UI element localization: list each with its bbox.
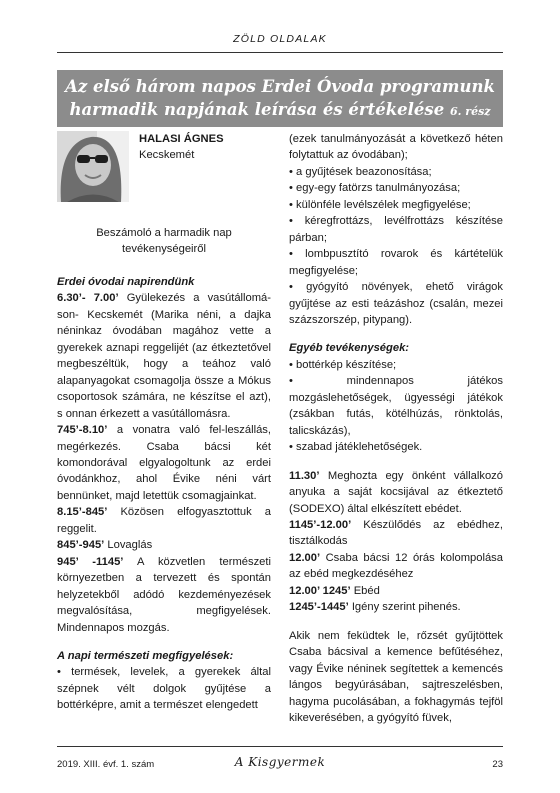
article-title-banner [57, 70, 503, 127]
observations-heading: A napi természeti megfigyelések: [57, 649, 234, 662]
schedule-entry [57, 422, 271, 504]
schedule-entry [289, 599, 503, 615]
schedule-time: 1145’-12.00’ [289, 518, 352, 531]
observation-item: • gyógyító növények, ehető virágok gyűjtése az esti teázáshoz (csalán, mezei százszorszép, pitypang). [289, 281, 503, 326]
schedule-entry [289, 583, 503, 599]
schedule-time: 1245’-1445’ [289, 601, 349, 614]
title-line-2-text: harmadik napjának leírása és értékelése [69, 100, 445, 119]
activity-item: • szabad játéklehetőségek. [289, 441, 423, 454]
schedule-time: 6.30’- 7.00’ [57, 292, 119, 305]
schedule-entry [289, 550, 503, 583]
issue-info: 2019. XIII. évf. 1. szám [57, 759, 155, 770]
schedule-text: A közvetlen természeti környezetben a tervezett és spontán helyzetekből adódó kezdeményezések megvalósítása, megfigyelések. Mindennapos mozgás. [57, 555, 271, 634]
schedule-text: Meghozta egy önként vállalkozó anyuka a saját kocsijával az étkeztető (SODEXO) által elkészített ebédet. [289, 469, 503, 515]
schedule-entry [57, 554, 271, 636]
schedule-text: Gyülekezés a vasútállomá-son- Kecskemét (Marika néni, a dajka néninkaz óvodában magához vette a gyerekek aznapi reggelijét (az étkeztetővel megbeszéltük, hogy a teához való alapanyagokat csomagolja össze a Mókus csoportosok számára, ne készítse el azt), s onnan érkezett a vasútállomásra. [57, 292, 271, 420]
schedule-time: 8.15’-845’ [57, 506, 108, 519]
schedule-text: Közösen elfogyasztottuk a reggelit. [57, 506, 271, 535]
schedule-time: 12.00’ 1245’ [289, 584, 351, 597]
schedule-text: Ebéd [353, 584, 380, 597]
body-paragraph: Akik nem feküdtek le, rőzsét gyűjtöttek Csaba bácsival a kemence befűtéséhez, vagy Évike néninek segítettek a kemencés lángos begyúrásában, sajtreszelésben, hagyma pucolásában, a fokhagymás tejföl kikeverésében, a gyógyító füvek, [289, 629, 503, 724]
schedule-time: 945’ -1145’ [57, 555, 124, 568]
schedule-heading: Erdei óvodai napirendünk [57, 276, 195, 288]
continued-paragraph: (ezek tanulmányozását a következő héten folytattuk az óvodában); [289, 133, 503, 162]
page-number: 23 [492, 759, 503, 770]
schedule-text: a vonatra való fel-leszállás, megérkezés. Csaba bácsi két komondorával elgyalogoltunk az erdei óvodánkhoz, ahol Évike néni várt bennünket, majd letettük csomagjainkat. [57, 424, 271, 502]
schedule-text: Igény szerint pihenés. [351, 601, 461, 614]
activity-item: • bottérkép készítése; [289, 358, 397, 371]
schedule-time: 845’-945’ [57, 539, 105, 552]
intro-line-2: tevékenységeiről [122, 243, 206, 255]
schedule-text: Lovaglás [107, 539, 153, 552]
author-city: Kecskemét [139, 149, 195, 161]
section-header: ZÖLD OLDALAK [233, 33, 327, 45]
author-photo [57, 131, 129, 202]
magazine-name: A Kisgyermek [234, 755, 326, 769]
intro-line-1: Beszámoló a harmadik nap [96, 227, 232, 239]
part-label: 6. rész [449, 105, 491, 118]
schedule-time: 11.30’ [289, 469, 320, 482]
schedule-time: 12.00’ [289, 551, 321, 564]
title-line-1: Az első három napos Erdei Óvoda programunk [65, 77, 495, 96]
right-column [289, 131, 503, 726]
author-block [139, 131, 224, 163]
observation-item: • termések, levelek, a gyerekek által szépnek vélt dolgok gyűjtése a bottérképre, amit a természet elengedett [57, 666, 271, 712]
schedule-text: Csaba bácsi 12 órás kolompolása az ebéd megkezdéséhez [289, 551, 503, 581]
schedule-entry [57, 537, 271, 553]
observation-item: • kéregfrottázs, levélfrottázs készítése párban; [289, 215, 503, 244]
observation-item: • egy-egy fatörzs tanulmányozása; [289, 182, 461, 195]
observation-item: • lombpusztító rovarok és kártételük megfigyelése; [289, 248, 503, 277]
activity-item: • mindennapos játékos mozgáslehetőségek, ügyességi játékok (zsákban futás, kötélhúzás, rönktolás, talicskázás), [289, 375, 503, 437]
schedule-entry [289, 517, 503, 550]
schedule-entry [57, 504, 271, 537]
title-line-2 [57, 98, 503, 123]
schedule-entry [289, 468, 503, 517]
schedule-text: Készülődés az ebédhez, tisztálkodás [289, 518, 503, 548]
schedule-entry [57, 290, 271, 422]
other-activities-heading: Egyéb tevékenységek: [289, 342, 410, 355]
observation-item: • a gyűjtések beazonosítása; [289, 165, 432, 178]
left-column [57, 274, 271, 714]
header-rule [57, 52, 503, 53]
author-name: HALASI ÁGNES [139, 133, 224, 145]
footer-rule [57, 746, 503, 747]
schedule-time: 745’-8.10’ [57, 424, 108, 437]
intro-caption [57, 225, 271, 257]
observation-item: • különféle levélszélek megfigyelése; [289, 198, 471, 211]
